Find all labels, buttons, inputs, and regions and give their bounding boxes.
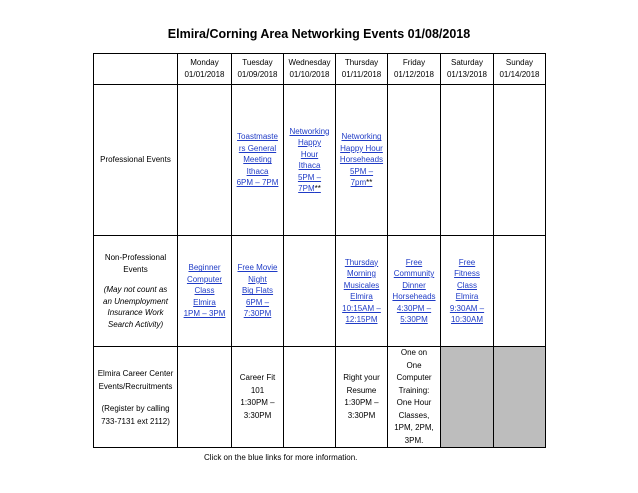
event-marker-stars: **	[366, 178, 373, 188]
event-link-free-movie-night[interactable]: Free Movie Night Big Flats 6PM – 7:30PM	[237, 263, 278, 319]
event-link-free-community-dinner[interactable]: Free Community Dinner Horseheads 4:30PM – 5:30PM	[392, 257, 436, 324]
cell-nonprofessional-tuesday	[232, 236, 284, 347]
cell-nonprofessional-saturday	[441, 236, 494, 347]
cell-professional-tuesday	[232, 85, 284, 236]
event-link-beginner-computer-class[interactable]: Beginner Computer Class Elmira 1PM – 3PM	[183, 263, 226, 319]
event-link-thursday-morning-musicales[interactable]: Thursday Morning Musicales Elmira 10:15AM – 12:15PM	[342, 257, 381, 324]
cell-career-monday	[178, 347, 232, 448]
cell-professional-thursday	[336, 85, 388, 236]
corner-cell	[94, 54, 178, 85]
cell-career-tuesday: Career Fit 101 1:30PM – 3:30PM	[232, 347, 284, 448]
cell-nonprofessional-monday	[178, 236, 232, 347]
header-row	[94, 54, 546, 85]
cell-professional-monday	[178, 85, 232, 236]
day-header-tuesday: Tuesday 01/09/2018	[232, 54, 284, 85]
cell-professional-wednesday	[284, 85, 336, 236]
event-link-free-fitness-class[interactable]: Free Fitness Class Elmira 9:30AM – 10:30AM	[449, 257, 485, 324]
day-header-wednesday: Wednesday 01/10/2018	[284, 54, 336, 85]
row-label-professional: Professional Events	[94, 85, 178, 236]
footer-note: Click on the blue links for more information.	[204, 453, 358, 462]
cell-career-wednesday	[284, 347, 336, 448]
day-header-sunday: Sunday 01/14/2018	[494, 54, 546, 85]
cell-nonprofessional-thursday	[336, 236, 388, 347]
cell-career-sunday-shaded	[494, 347, 546, 448]
cell-professional-saturday	[441, 85, 494, 236]
cell-nonprofessional-sunday	[494, 236, 546, 347]
events-table	[93, 53, 546, 448]
day-header-saturday: Saturday 01/13/2018	[441, 54, 494, 85]
cell-career-saturday-shaded	[441, 347, 494, 448]
cell-professional-sunday	[494, 85, 546, 236]
row-label-nonprofessional: Non-Professional Events (May not count as an Unemployment Insurance Work Search Activity)	[94, 236, 178, 347]
cell-professional-friday	[388, 85, 441, 236]
cell-nonprofessional-wednesday	[284, 236, 336, 347]
event-link-networking-happy-hour-ithaca[interactable]: Networking Happy Hour Ithaca 5PM – 7PM**	[289, 126, 330, 193]
cell-career-friday: One on One Computer Training: One Hour Classes, 1PM, 2PM, 3PM.	[388, 347, 441, 448]
row-label-career-center: Elmira Career Center Events/Recruitments (Register by calling 733-7131 ext 2112)	[94, 347, 178, 448]
career-center-row	[94, 347, 546, 448]
day-header-monday: Monday 01/01/2018	[178, 54, 232, 85]
cell-nonprofessional-friday	[388, 236, 441, 347]
event-link-toastmasters[interactable]: Toastmaste rs General Meeting Ithaca 6PM – 7PM	[236, 132, 279, 188]
nonprofessional-events-row	[94, 236, 546, 347]
day-header-friday: Friday 01/12/2018	[388, 54, 441, 85]
event-marker-stars: **	[314, 184, 321, 193]
professional-events-row	[94, 85, 546, 236]
page-title: Elmira/Corning Area Networking Events 01/08/2018	[167, 27, 471, 41]
event-link-networking-happy-hour-horseheads[interactable]: Networking Happy Hour Horseheads 5PM – 7pm**	[339, 132, 384, 188]
day-header-thursday: Thursday 01/11/2018	[336, 54, 388, 85]
cell-career-thursday: Right your Resume 1:30PM – 3:30PM	[336, 347, 388, 448]
